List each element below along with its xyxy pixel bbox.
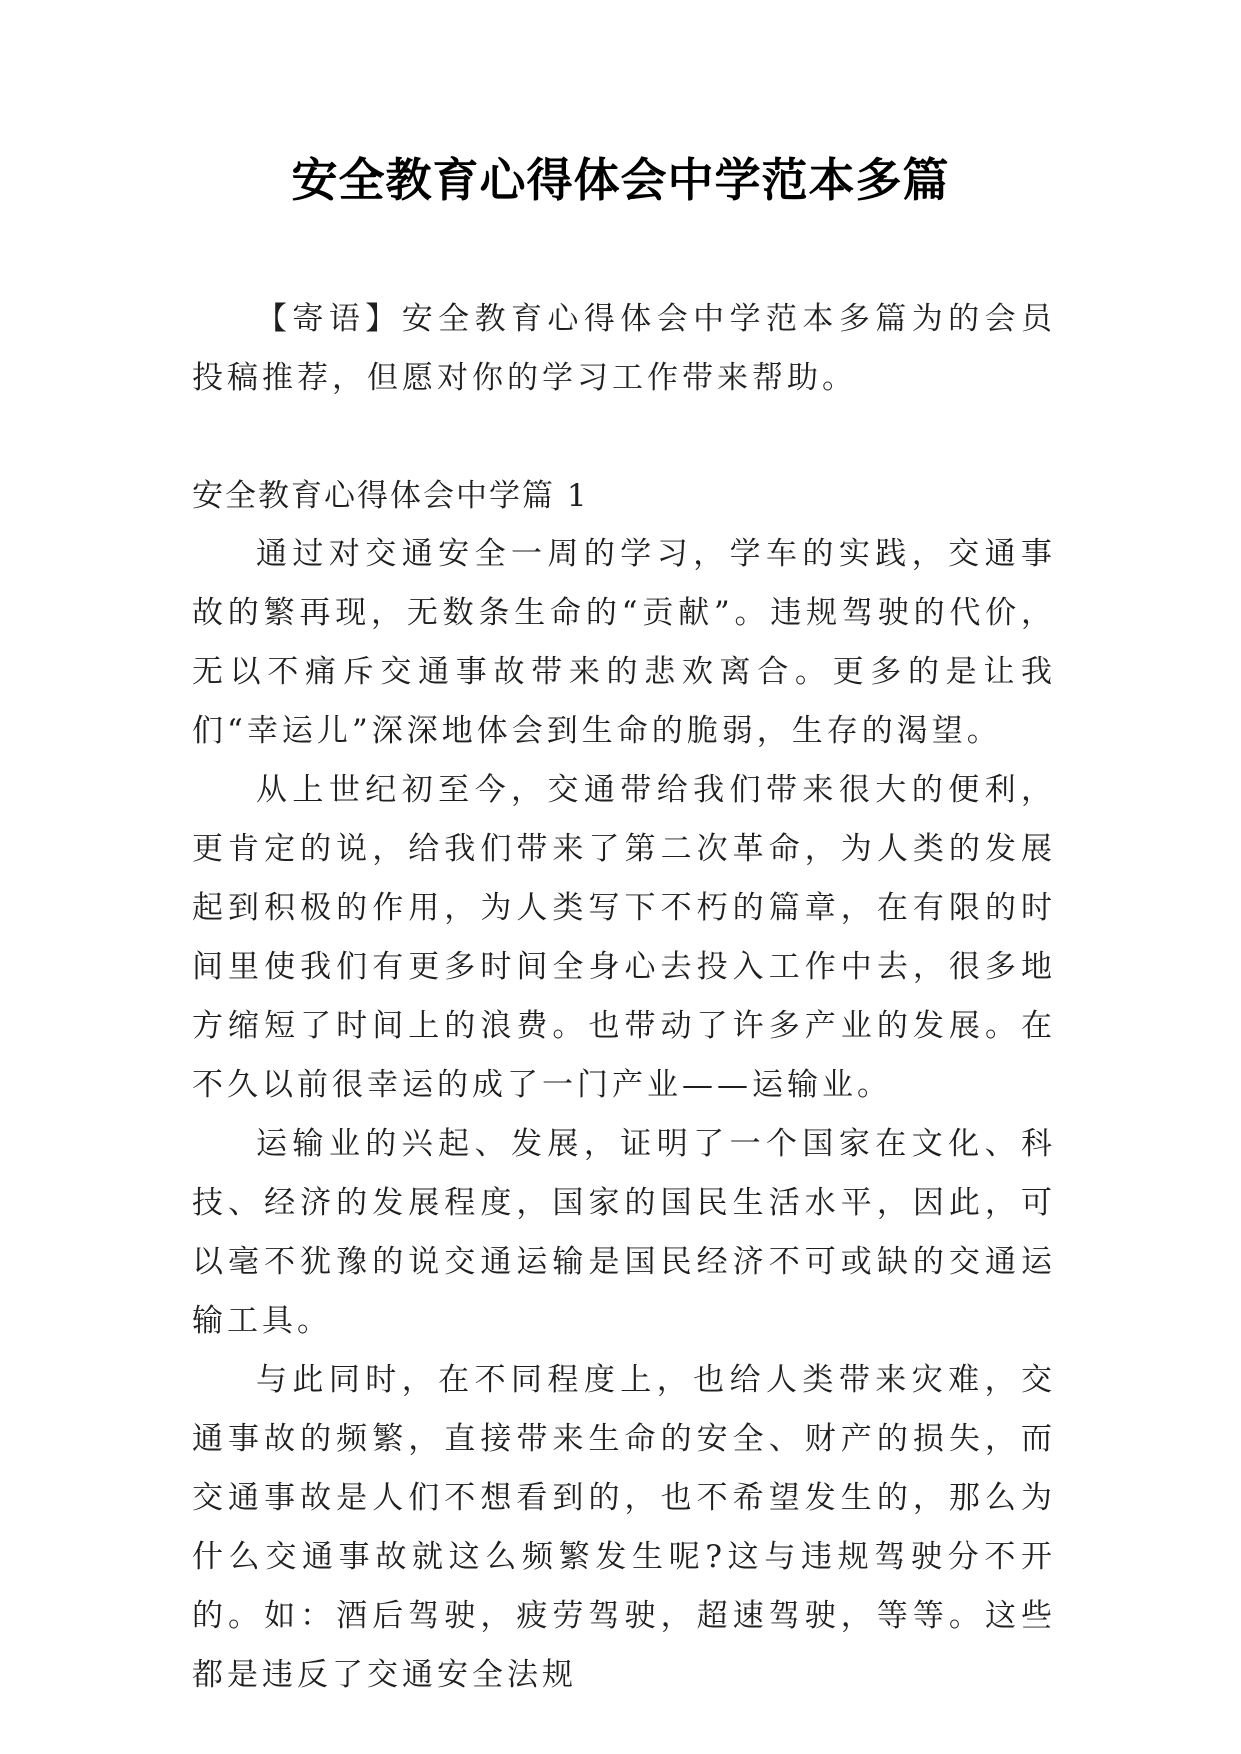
document-title: 安全教育心得体会中学范本多篇 (291, 153, 950, 207)
intro-paragraph: 【寄语】安全教育心得体会中学范本多篇为的会员投稿推荐，但愿对你的学习工作带来帮助。 (192, 301, 1056, 396)
paragraph: 与此同时，在不同程度上，也给人类带来灾难，交通事故的频繁，直接带来生命的安全、财产的损失，而交通事故是人们不想看到的，也不希望发生的，那么为什么交通事故就这么频繁发生呢?这与违规驾驶分不开的。如：酒后驾驶，疲劳驾驶，超速驾驶，等等。这些都是违反了交通安全法规 (192, 1362, 1056, 1693)
paragraph: 通过对交通安全一周的学习，学车的实践，交通事故的繁再现，无数条生命的“贡献”。违规驾驶的代价，无以不痛斥交通事故带来的悲欢离合。更多的是让我们“幸运儿”深深地体会到生命的脆弱，生存的渴望。 (192, 536, 1056, 749)
section-heading: 安全教育心得体会中学篇 1 (192, 478, 589, 514)
paragraph: 运输业的兴起、发展，证明了一个国家在文化、科技、经济的发展程度，国家的国民生活水平，因此，可以毫不犹豫的说交通运输是国民经济不可或缺的交通运输工具。 (192, 1126, 1056, 1339)
section-content (192, 525, 1056, 1705)
paragraph: 从上世纪初至今，交通带给我们带来很大的便利，更肯定的说，给我们带来了第二次革命，为人类的发展起到积极的作用，为人类写下不朽的篇章，在有限的时间里使我们有更多时间全身心去投入工作中去，很多地方缩短了时间上的浪费。也带动了许多产业的发展。在不久以前很幸运的成了一门产业——运输业。 (192, 772, 1056, 1103)
